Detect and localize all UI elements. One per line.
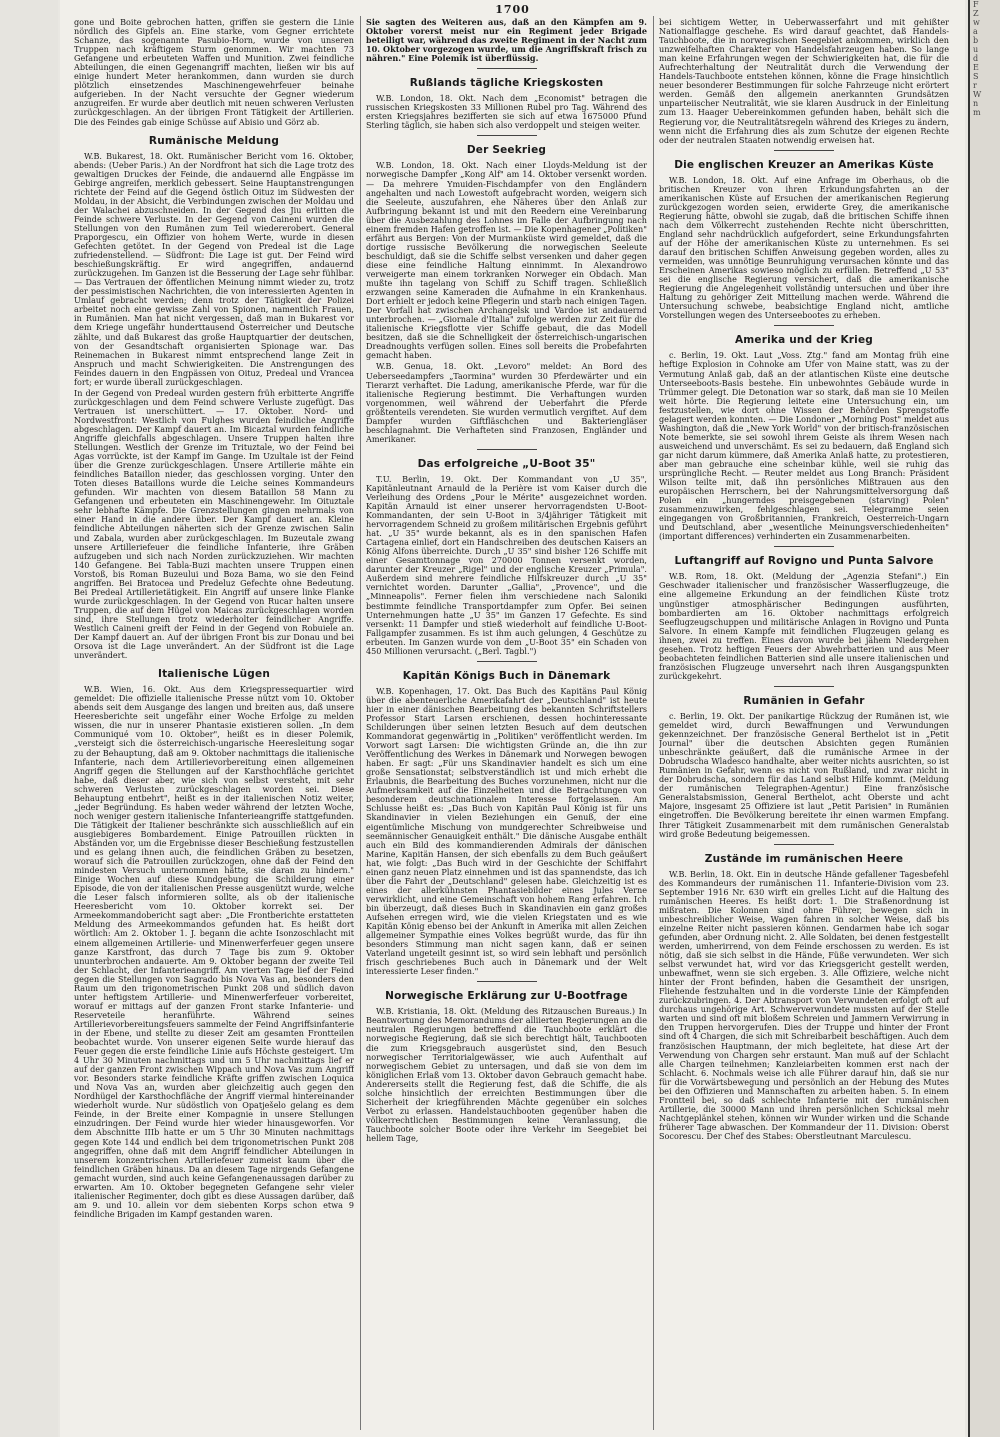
column-rule [653,16,654,1430]
strip-fragment: F [973,0,979,9]
article-paragraph: W.B. Kristiania, 18. Okt. (Meldung des Ritzauschen Bureaus.) In Beantwortung des Memorandums der alliierten Regierungen an die neutralen Regierungen betreffend die Tauchboote erklärt die norwegische Regierung, daß sie sich berechtigt hält, Tauchbooten die zum Kriegsgebrauch ausgerüstet sind, den Besuch norwegischer Territorialgewässer, wie auch Aufenthalt auf norwegischem Gebiet zu untersagen, und daß sie von dem im königlichen Erlaß vom 13. Oktober davon Gebrauch gemacht habe. Andererseits stellt die Regierung fest, daß die Schiffe, die als solche hinsichtlich der erreichten Bestimmungen über die Sicherheit der kriegführenden Mächte gegenüber ein solches Verbot zu erlassen. Handelstauchbooten gegenüber haben die völkerrechtlichen Bestimmungen keine Veranlassung, die Tauchboote solcher Boote oder ihre Verkehr im Seegebiet bei hellem Tage, [366,1006,647,1143]
heading-italian-lies: Italienische Lügen [157,668,270,681]
article-paragraph: bei sichtigem Wetter, in Ueberwasserfahrt und mit gehißter Nationalflagge geschehe. Es wird darauf geachtet, daß Handels-Tauchboote, die in norwegischen Seegebiet ankommen, wirklich den unzweifelhaften Charakter von Handelsfahrzeugen haben. So lange man keine Erfahrungen wegen der Schwierigkeiten hat, die für die Aufrechterhaltung der Neutralität durch die Verwendung der Handels-Tauchboote entstehen können, könne die Frage hinsichtlich neuer besonderer Bestimmungen für solche Fahrzeuge nicht erörtert werden. Gemäß den allgemein anerkannten Grundsätzen unparteiischer Neutralität, wie sie klaren Ausdruck in der Einleitung zum 13. Haager Uebereinkommen gefunden haben, behält sich die Regierung vor, die Neutralitätsregeln während des Krieges zu ändern, wenn nicht die Erfahrung dies als zum Schutze der eigenen Rechte oder der neutralen Staaten notwendig erweisen hat. [659,18,949,145]
strip-fragment: n [973,99,979,108]
article-paragraph: In der Gegend von Predeal wurden gestern früh erbitterte Angriffe zurückgeschlagen und dem Feind schwere Verluste zugefügt. Das Vertrauen ist unerschüttert. — 17. Oktober. Nord- und Nordwestfront: Westlich von Fulghes wurden feindliche Angriffe abgeschlagen. Der Kampf dauert an. Im Bicaztal wurden feindliche Angriffe gleichfalls abgeschlagen. Unsere Truppen halten ihre Stellungen. Westlich der Grenze im Trituztale, wo der Feind bei Agas vorrückte, ist der Kampf im Gange. Im Uzultale ist der Feind über die Grenze zurückgeschlagen. Unsere Artillerie mähte ein feindliches Bataillon nieder, das geschlossen vorging. Unter den Toten dieses Bataillons wurde die Leiche seines Kommandeurs gefunden. Wir machten von diesem Bataillon 58 Mann zu Gefangenen und erbeuteten ein Maschinengewehr. Im Oituztale sehr lebhafte Kämpfe. Die Grenzstellungen gingen mehrmals von einer Hand in die andere über. Der Kampf dauert an. Kleine feindliche Abteilungen näherten sich der Grenze zwischen Salin und Zabala, wurden aber zurückgeschlagen. Im Buzeutale zwang unsere Artilleriefeuer die feindliche Infanterie, ihre Gräben aufzugeben und sich nach Norden zurückzuziehen. Wir machten 140 Gefangene. Bei Tabla-Buzi machten unsere Truppen einen Vorstoß, bis Roman Buzeului und Boza Bama, wo sie den Feind angriffen. Bei Bratocea und Predeluz Gefechte ohne Bedeutung. Bei Predeal Artillerietätigkeit. Ein Angriff auf unsere linke Flanke wurde zurückgeschlagen. In der Gegend von Rucar halten unsere Truppen, die auf dem Hügel von Maicas zurückgeschlagen worden sind, ihre Stellungen trotz wiederholter feindlicher Angriffe. Westlich Caineni greift der Feind in der Gegend von Robuiele an. Der Kampf dauert an. Auf der übrigen Front bis zur Donau und bei Orsova ist die Lage unverändert. An der Südfront ist die Lage unverändert. [74,387,354,661]
column-rule [360,16,361,1430]
article-paragraph: gone und Boite gebrochen hatten, griffen sie gestern die Linie nördlich des Gipfels an. Eine starke, vom Gegner errichtete Schanze, das sogenannte Pasubio-Horn, wurde von unseren Truppen nach kräftigem Sturm genommen. Wir machten 73 Gefangene und erbeuteten Waffen und Munition. Zwei feindliche Abteilungen, die einen Gegenangriff machten, ließen wir bis auf einige hundert Meter herankommen, dann wurden sie durch plötzlich einsetzendes Maschinengewehrfeuer beinahe aufgerieben. In der Nacht versuchte der Gegner wiederum anzugreifen. Er wurde aber deutlich mit neuen schweren Verlusten zurückgeschlagen. An der übrigen Front Tätigkeit der Artillerien. Die des Feindes gab einige Schüsse auf Abisio und Görz ab. [74,18,354,127]
article-paragraph: W.B. Rom, 18. Okt. (Meldung der „Agenzia Stefani".) Ein Geschwader italienischer und französischer Wasserflugzeuge, die eine allgemeine Erkundung an der feindlichen Küste trotz ungünstiger atmosphärischer Bedingungen ausführten, bombardierten am 16. Oktober nachmittags erfolgreich Seeflugzeugschuppen und militärische Anlagen in Rovigno und Punta Salvore. In einem Kampfe mit feindlichen Flugzeugen gelang es ihnen, zwei zu treffen. Eines davon wurde bei jähem Niedergehen gesehen. Trotz heftigen Feuers der Abwehrbatterien und aus Meer beobachteten feindlichen Batterien sind alle unsere italienischen und französischen Flugzeuge unversehrt nach ihren Ausgangspunkten zurückgekehrt. [659,571,949,681]
separator [774,546,834,547]
strip-fragment: Z [973,9,979,18]
separator [477,449,537,450]
separator [477,68,537,69]
article-paragraph: W.B. Berlin, 18. Okt. Ein in deutsche Hände gefallener Tagesbefehl des Kommandeurs der rumänischen 11. Infanterie-Division vom 23. September 1916 Nr. 630 wirft ein grelles Licht auf die Haltung des rumänischen Heeres. Es heißt dort: 1. Die Straßenordnung ist mißraten. Die Kolonnen sind ohne Führer, bewegen sich in unbeschreiblicher Weise, Wagen fahren in solcher Weise, daß bis einzelne Reiter nicht passieren können. Gendarmen habe ich sogar gefunden, aber Ordnung nicht. 2. Alle Soldaten, bei denen festgestellt werden, umherirrend, von dem Feinde erschossen zu werden. Es ist nötig, daß sie sich selbst in die Hände, Füße verwundeten. Wer sich selbst verwundet hat, wird vor das Kriegsgericht gestellt werden, unbewaffnet, wenn sie sich ergeben. 3. Alle Offiziere, welche nicht hinter der Front befinden, haben die Gesamtheit der unsrigen, Fliehende festzuhalten und in die vorderste Linie der Kämpfenden zurückzubringen. 4. Der Abtransport von Verwundeten erfolgt oft auf durchaus ungehörige Art. Schwerverwundete mussten auf der Stelle warten und sind oft mit bloßem Schreien und Jammern Verwirrung in den Truppen hervorgerufen. Dies der Truppe und hinter der Front sind oft 4 Chargen, die sich mit Schreibarbeit beschäftigen. Auch dem französischen Hauptmann, der mich begleitete, hat diese Art der Verwendung von Chargen sehr erstaunt. Man muß auf der Schlacht alle Chargen teilnehmen; Kanzleiarbeiten kommen erst nach der Schlacht. 6. Nochmals weise ich alle Führer darauf hin, daß sie nur für die Vorwärtsbewegung und persönlich an der Hebung des Mutes bei den Offizieren und Mannschaften zu arbeiten haben. 5. In einem Frontteil bei, so daß schlechte Infanterie mit der rumänischen Artillerie, die 30000 Mann und ihren persönlichen Schicksal mehr Nachtgeplänkel stehen, können wir Wunder wirken und die Schande früherer Tage abwaschen. Der Kommandeur der 11. Division: Oberst Socorescu. Der Chef des Stabes: Oberstleutnant Marculescu. [659,868,949,1141]
column-2 [366,18,647,1430]
strip-fragment: w [973,18,980,27]
heading-romania-danger: Rumänien in Gefahr [743,694,865,707]
heading-america-war: Amerika und der Krieg [734,334,874,347]
separator [774,844,834,845]
separator [477,981,537,982]
article-paragraph: Sie sagten des Weiteren aus, daß an den Kämpfen am 9. Oktober vorerst meist nur ein Regiment jeder Brigade beteiligt war, während das zweite Regiment in der Nacht zum 10. Oktober vorgezogen wurde, um die Angriffskraft frisch zu nähren." Eine Polemik ist überflüssig. [366,18,647,64]
column-3 [659,18,949,1430]
article-paragraph: c. Berlin, 19. Okt. Laut „Voss. Ztg." fand am Montag früh eine heftige Explosion in Cohnoke am Ufer von Maine statt, was zu der Vermutung Anlaß gab, daß an der atlantischen Küste eine deutsche Unterseeboots-Basis bestehe. Ein unbewohntes Gebäude wurde in Trümmer gelegt. Die Detonation war so stark, daß man sie 10 Meilen weit hörte. Die Regierung leitete eine Untersuchung ein, um festzustellen, wie dort ohne Wissen der Behörden Sprengstoffe gelagert werden konnten. — Die Londoner „Morning Post" meldet aus Washington, daß die „New York World" von der britisch-französischen Note bemerkte, sie sei sowohl ihrem Geiste als ihrem Wesen nach ausweichend und unverschämt. Es sei zu bedauern, daß England sich gar nicht darum kümmere, daß Amerika Anlaß hatte, zu protestieren, aber man gebrauche eine scheinbar kühle, weil sie ruhig das ursprüngliche Recht. — Reuter meldet aus Long Branch: Präsident Wilson teilte mit, daß ihn persönliches Mißtrauen aus den europäischen Herrschern, bei der Nahrungsmittelversorgung daß Polen ein „hungerndes preisgegebenen (starving) Polen" zusammenzuwirken, fehlgeschlagen sei. Telegramme seien eingegangen von Großbritannien, Frankreich, Oesterreich-Ungarn und Deutschland, aber „wesentliche Meinungsverschiedenheiten" (important differences) verhinderten ein Zusammenarbeiten. [659,350,949,542]
separator [477,661,537,662]
article-paragraph: W.B. Genua, 18. Okt. „Levoro" meldet: An Bord des Ueberseedampfers „Taormina" wurden 30 Pferdewärter und ein Tierarzt verhaftet. Die Ladung, amerikanische Pferde, war für die italienische Regierung bestimmt. Die Verhaftungen wurden vorgenommen, weil während der Ueberfahrt die Pferde größtenteils verendeten. Sie wurden vermutlich vergiftet. Auf dem Dampfer wurden Giftfläschchen und Bakteriengläser beschlagnahmt. Die Verhafteten sind Franzosen, Engländer und Amerikaner. [366,361,647,444]
heading-romanian-report: Rumänische Meldung [148,134,280,147]
article-paragraph: W.B. Wien, 16. Okt. Aus dem Kriegspressequartier wird gemeldet: Die offizielle italienische Presse nützt vom 10. Oktober abends seit dem Ausgange des langen und breiten aus, daß unsere Heeresberichte seit ungefähr einer Woche Erfolge zu melden wissen, die nur in unserer Phantasie existieren sollen. „In dem Communiqué vom 10. Oktober", heißt es in dieser Polemik, „versteigt sich die österreichisch-ungarische Heeresleitung sogar zu der Behauptung, daß am 9. Oktober nachmittags die italienische Infanterie, nach dem Artillerievorbereitung einen allgemeinen Angriff gegen die Stellungen auf der Karsthochfläche gerichtet habe, daß dieser aber, wie sich von selbst versteht, mit sehr schweren Verlusten zurückgeschlagen worden sei. Diese Behauptung entbehrt", heißt es in der italienischen Notiz weiter, „jeder Begründung. Es haben weder während der letzten Woche, noch weniger gestern italienische Infanterieangriffe stattgefunden. Die Tätigkeit der Italiener beschränkte sich ausschließlich auf ein ausgiebigeres Bombardement. Einige Patrouillen rückten in Abständen vor, um die Ergebnisse dieser Beschießung festzustellen und es gelang ihnen auch, die feindlichen Gräben zu besetzen, worauf sich die Patrouillen zurückzogen, ohne daß der Feind den mindesten Versuch unternommen hätte, sie daran zu hindern." Einige Wochen auf diese Kundgebung die Schilderung einer Episode, die von der italienischen Presse ausgenützt wurde, welche die Leser falsch informieren sollte, als ob der italienische Heeresbericht vom 10. Oktober korrekt sei. Der Armeekommandobericht sagt aber: „Die Frontberichte erstatteten Meldung des Armeekommandos gefunden hat. Es heißt dort wörtlich: Am 2. Oktober 1. J. begann die achte Isonzoschlacht mit einem allgemeinen Artillerie- und Minenwerferfeuer gegen unsere ganze Karstfront, das durch 7 Tage bis zum 9. Oktober ununterbrochen andauerte. Am 9. Oktober begann der zweite Teil der Schlacht, der Infanterieangriff. Am vierten Tage lief der Feind gegen die Stellungen von Sagrado bis Nova Vas an, besonders den Raum um den trigonometrischen Punkt 208 und südlich davon unter heftigstem Artillerie- und Minenwerferfeuer vorbereitet, worauf er mittags auf der ganzen Front starke Infanterie- und Reserveteile heranführte. Während seines Artillerievorbereitungsfeuers sammelte der Feind Angriffsinfanterie in der Ebene, und stellte zu dieser Zeit am gesamten Frontteilen beobachtet wurde. Von unserer eigenen Seite wurde hierauf das Feuer gegen die erste feindliche Linie aufs Höchste gesteigert. Um 4 Uhr 30 Minuten nachmittags und um 5 Uhr nachmittags lief er auf der ganzen Front zwischen Wippach und Nova Vas zum Angriff vor. Besonders starke feindliche Kräfte griffen zwischen Loquica und Nova Vas an, wurden aber gleichzeitig auch gegen den Nordhügel der Karsthochfläche der Angriff viermal hintereinander wiederholt wurde. Nur südöstlich von Opatješelo gelang es dem Feinde, in der Breite einer Kompagnie in unsere Stellungen einzudringen. Der Feind wurde hier wieder hinausgeworfen. Vor dem Abschnitte IIIb hatte er um 5 Uhr 30 Minuten nachmittags gegen Kote 144 und endlich bei dem trigonometrischen Punkt 208 angegriffen, ohne daß mit dem Angriff feindlicher Abteilungen in unserem konzentrischen Artilleriefeuer zumeist kaum über die feindlichen Gräben hinaus. Da an diesem Tage nirgends Gefangene gemacht wurden, sind auch keine Gefangenenaussagen darüber zu erwarten. Am 10. Oktober begegneten Gefangene sehr vieler italienischer Regimenter, doch gibt es diese Aussagen darüber, daß am 9. und 10. allein vor dem siebenten Korps schon etwa 9 feindliche Brigaden im Kampf gestanden waren. [74,684,354,1219]
heading-air-raid-rovigno: Luftangriff auf Rovigno und Punta Salvore [674,555,934,568]
column-1 [74,18,354,1430]
heading-u-boot-35: Das erfolgreiche „U-Boot 35" [417,457,596,470]
left-margin [0,0,58,1437]
heading-romanian-army-state: Zustände im rumänischen Heere [704,852,904,865]
newspaper-page [60,0,965,1437]
page-number: 1700 [495,3,530,16]
article-paragraph: c. Berlin, 19. Okt. Der panikartige Rückzug der Rumänen ist, wie gemeldet wird, durch Bewaffnungen und Verwundungen gekennzeichnet. Der französische General Berthelot ist in „Petit Journal" über die deutschen Absichten gegen Rumänien unbeschränkte geäußert, daß die rumänische Armee in der Dobrudscha Wladesco handhalte, aber weiter nichts ausrichten, so ist Rumänien in Gefahr, wenn es nicht von Rußland, und zwar nicht in der Dobrudscha, sondern für das Land selbst Hilfe kommt. (Meldung der rumänischen Telegraphen-Agentur.) Eine französische Generalstabsmission, General Berthelot, acht Oberste und acht Majore, insgesamt 25 Offiziere ist laut „Petit Parisien" in Rumänien eingetroffen. Die Bevölkerung bereitete ihr einen warmen Empfang. Ihrer Tätigkeit Zusammenarbeit mit dem rumänischen Generalstab wird große Bedeutung beigemessen. [659,710,949,839]
strip-fragment: W [973,90,982,99]
heading-sea-war: Der Seekrieg [466,144,547,157]
strip-fragment: a [973,27,978,36]
strip-fragment: r [973,81,977,90]
article-paragraph: W.B. London, 18. Okt. Nach einer Lloyds-Meldung ist der norwegische Dampfer „Kong Alf" am 14. Oktober versenkt worden. — Da mehrere Ymuiden-Fischdampfer von den Engländern angehalten und nach Lowestoft aufgebracht worden, weigern sich die Seeleute, auszufahren, ehe Näheres über den Anlaß zur Aufbringung bekannt ist und mit den Reedern eine Vereinbarung über die Ausbezahlung des Lohnes im Falle der Aufbringung nach einem fremden Hafen getroffen ist. — Die Kopenhagener „Politiken" erfährt aus Bergen: Von der Murmanküste wird gemeldet, daß die dortige russische Bevölkerung die norwegischen Seeleute beschuldigt, daß sie die Schiffe selbst versenken und daher gegen diese eine feindliche Haltung einnimmt. In Alexandrowo verweigerte man einem torkranken Norweger ein Obdach. Man mußte ihn tagelang von Schiff zu Schiff tragen. Schließlich erzwangen seine Kameraden die Aufnahme in ein Krankenhaus. Dort erhielt er jedoch keine Pflegerin und starb nach einigen Tagen. Der Vorfall hat zwischen Archangelsk und Vardoe ist andauernd unterbrochen. — „Giornale d'Italia" zufolge werden zur Zeit für die italienische Kriegsflotte vier Schiffe gebaut, die das Modell besitzen, daß sie die Schnelligkeit der österreichisch-ungarischen Dreadnoughts verfügen sollen. Eines soll bereits die Probefahrten gemacht haben. [366,160,647,361]
article-paragraph: W.B. London, 18. Okt. Auf eine Anfrage im Oberhaus, ob die britischen Kreuzer von ihren Erkundungsfahrten an der amerikanischen Küste auf Ersuchen der amerikanischen Regierung zurückgezogen worden seien, erwiderte Grey, die amerikanische Regierung hätte, obwohl sie zugab, daß die britischen Schiffe ihnen nach dem Völkerrecht zustehenden Rechte nicht überschritten, England sehr nachdrücklich aufgefordert, seine Erkundungsfahrten auf der Höhe der amerikanischen Küste zu unternehmen. Es sei darauf den britischen Schiffen Anweisung gegeben worden, alles zu vermeiden, was unnötige Beunruhigung verursachen könnte und das Erscheinen Amerikas sowieso möglich zu erfüllen. Betreffend „U 53" sei die englische Regierung versichert, daß die amerikanische Regierung die Angelegenheit vollständig untersuchen und über ihre Haltung zu gehöriger Zeit Mitteilung machen werde. Während die Untersuchung schwebe, beabsichtige England nicht, amtliche Vorstellungen wegen des Unterseebootes zu erheben. [659,174,949,321]
strip-fragment: S [973,72,979,81]
article-paragraph: W.B. Bukarest, 18. Okt. Rumänischer Bericht vom 16. Oktober, abends: (Ueber Paris.) An der Nordfront hat sich die Lage trotz des gewaltigen Druckes der Feinde, die andauernd alle Engpässe im Gebirge angreifen, merklich gebessert. Seine Hauptanstrengungen richtete der Feind auf die Gegend östlich Oituz im Südwesten der Moldau, in der Absicht, die Verbindungen zwischen der Moldau und der Walachei abzuschneiden. In der Gegend des Jiu erlitten die Feinde schwere Verluste. In der Gegend von Caineni wurden die Stellungen von den Rumänen zum Teil wiedererobert. General Praporgescu, ein Offizier von hohem Werte, wurde in diesen Gefechten getötet. In der Gegend von Predeal ist die Lage zufriedenstellend. — Südfront: Die Lage ist gut. Der Feind wird beschießungskräftig. Er wird angegriffen, andauernd zurückzugehen. Im Ganzen ist die Besserung der Lage sehr fühlbar. — Das Vertrauen der öffentlichen Meinung nimmt wieder zu, trotz der pessimistischen Nachrichten, die von interessierten Agenten in Umlauf gebracht werden; denn trotz der Tätigkeit der Polizei arbeitet noch eine gewisse Zahl von Spionen, namentlich Frauen, in Rumänien. Man hat nicht vergessen, daß man in Bukarest vor dem Kriege ungefähr hunderttausend Österreicher und Deutsche zählte, und daß Bukarest das große Hauptquartier der deutschen, von der Gesandtschaft organisierten Spionage war. Das Reinemachen in Bukarest nimmt entsprechend lange Zeit in Anspruch und macht Schwierigkeiten. Die Anstrengungen des Feindes dauern in den Engpässen von Oituz, Predeal und Vrancea fort; er wurde überall zurückgeschlagen. [74,150,354,387]
strip-fragment: E [973,63,979,72]
article-paragraph: W.B. Kopenhagen, 17. Okt. Das Buch des Kapitäns Paul König über die abenteuerliche Amerikafahrt der „Deutschland" ist heute hier in einer dänischen Bearbeitung des bekannten Schriftstellers Professor Start Larsen erschienen, dessen hochinteressante Schilderungen über seinen letzten Besuch auf dem deutschen Kommandorat gegenwärtig in „Politiken" veröffentlicht werden. Im Vorwort sagt Larsen: Die wichtigsten Gründe an, die ihn zur Veröffentlichung des Werkes in Dänemark und Norwegen bewogen haben. Er sagt: „Für uns Skandinavier handelt es sich um eine große Sensationstat; selbstverständlich ist und mich erhebt die Erlaubnis, die Bearbeitung des Buches vorzunehmen, nicht nur die Aufmerksamkeit auf die Einzelheiten und die Betrachtungen von besonderem deutschnationalem Interesse fortgelassen. Am Schlusse heißt es: „Das Buch von Kapitän Paul König ist für uns Skandinavier in vielen Beziehungen ein Genuß, der eine eigentümliche Mischung von mundgerechter Schreibweise und seemännischer Genauigkeit enthält." Die dänische Ausgabe enthält auch ein Bild des kommandierenden Admirals der dänischen Marine, Kapitän Hansen, der sich ebenfalls zu dem Buch geäußert hat, wie folgt: „Das Buch wird in der Geschichte der Schiffahrt einen ganz neuen Platz einnehmen und ist das spannendste, das ich über die Fahrt der „Deutschland" gelesen habe. Gleichzeitig ist es eines der allerkühnsten Phantasiebilder eines Jules Verne verwirklicht, und eine Gemeinschaft von hohem Rang erfahren. Ich bin überzeugt, daß dieses Buch in Skandinavien ein ganz großes Aufsehen erregen wird, wie die vielen Kriegstaten und es wie Kapitän König ebenso bei der Ankunft in Amerika mit allen Zeichen allgemeiner Sympathie eines Volkes begrüßt wurde, das für ihn besonders Stimmung man nicht sagen kann, daß er seinen Vaterland ungeteilt gesinnt ist, so wird sein lebhaft und persönlich frisch geschriebenes Buch auch in Dänemark und der Welt interessierte Leser finden." [366,685,647,977]
article-paragraph: T.U. Berlin, 19. Okt. Der Kommandant von „U 35", Kapitänleutnant Arnauld de la Perière ist vom Kaiser durch die Verleihung des Ordens „Pour le Mérite" ausgezeichnet worden. Kapitän Arnauld ist einer unserer hervorragendsten U-Boot-Kommandanten, der sein U-Boot in 3/4jähriger Tätigkeit mit hervorragendem Schneid zu großem militärischen Ergebnis geführt hat. „U 35" wurde bekannt, als es in den spanischen Hafen Cartagena einlief, dort ein Handschreiben des deutschen Kaisers an König Alfons überreichte. Durch „U 35" sind bisher 126 Schiffe mit einer Gesamttonnage von 270000 Tonnen versenkt worden, darunter der Kreuzer „Rigel" und der englische Kreuzer „Primula". Außerdem sind mehrere feindliche Hilfskreuzer durch „U 35" vernichtet worden. Darunter „Gallia", „Provence", und die „Minneapolis". Ferner fielen ihm verschiedene nach Saloniki bestimmte feindliche Transportdampfer zum Opfer. Bei seinen Unternehmungen hatte „U 35" im Ganzen 17 Gefechte. Es sind versenkt: 11 Dampfer und stieß wiederholt auf feindliche U-Boot-Fallgampfer zusammen. Es ist ihm auch gelungen, 4 Geschütze zu erbeuten. Im Ganzen wurde von dem „U-Boot 35" ein Schaden von 450 Millionen verursacht. („Berl. Tagbl.") [366,473,647,656]
strip-fragment: m [973,108,981,117]
strip-fragment: u [973,45,979,54]
separator [774,325,834,326]
article-paragraph: W.B. London, 18. Okt. Nach dem „Economist" betragen die russischen Kriegskosten 33 Millionen Rubel pro Tag. Während des ersten Kriegsjahres bezifferten sie sich auf etwa 1675000 Pfund Sterling täglich, sie haben sich also verdoppelt und steigen weiter. [366,93,647,131]
heading-koenig-book: Kapitän Königs Buch in Dänemark [402,669,611,682]
heading-russia-war-costs: Rußlands tägliche Kriegskosten [409,77,604,90]
separator [477,135,537,136]
strip-fragment: d [973,54,979,63]
adjacent-page-strip [968,0,1000,1437]
strip-fragment: b [973,36,979,45]
separator [774,686,834,687]
heading-english-cruisers: Die englischen Kreuzer an Amerikas Küste [674,158,934,171]
separator [774,150,834,151]
heading-norway-declaration: Norwegische Erklärung zur U-Bootfrage [385,990,628,1003]
